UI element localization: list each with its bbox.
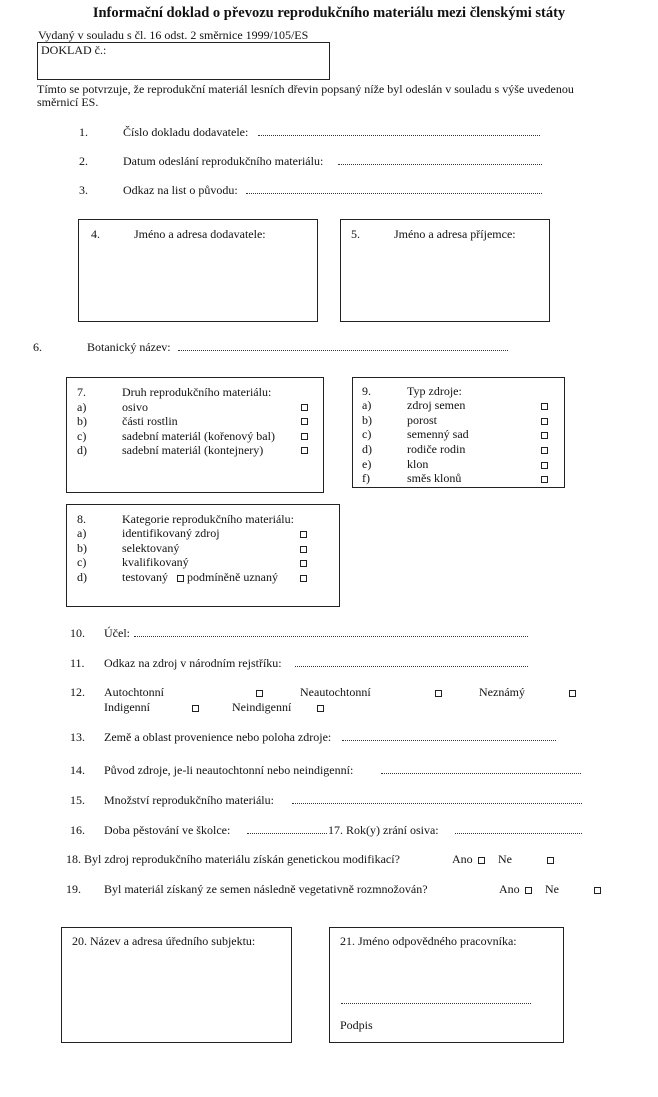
checkbox-clonal-mixture[interactable]: [541, 476, 548, 483]
box-8-item-key: a): [77, 526, 87, 540]
field-13-label: Země a oblast provenience nebo poloha zdroje:: [104, 730, 332, 744]
field-20-label: 20. Název a adresa úředního subjektu:: [72, 934, 256, 948]
box-9-item-label: klon: [407, 457, 429, 471]
field-1-input[interactable]: [258, 135, 540, 136]
source-type-box: [352, 377, 565, 488]
checkbox-unknown[interactable]: [569, 690, 576, 697]
field-16-input[interactable]: [247, 833, 327, 834]
box-7-item-key: a): [77, 400, 87, 414]
box-9-item-key: d): [362, 442, 372, 456]
checkbox-indigenous[interactable]: [192, 705, 199, 712]
box-9-item-key: a): [362, 398, 372, 412]
box-9-item-label: zdroj semen: [407, 398, 466, 412]
field-14-label: Původ zdroje, je-li neautochtonní nebo neindigenní:: [104, 763, 354, 777]
field-2-number: 2.: [79, 154, 88, 168]
box-9-item-key: e): [362, 457, 372, 471]
signature-label: Podpis: [340, 1018, 373, 1032]
option-label: Indigenní: [104, 700, 150, 714]
field-18-no-label: Ne: [498, 852, 512, 866]
field-1-number: 1.: [79, 125, 88, 139]
field-18-label: 18. Byl zdroj reprodukčního materiálu získán genetickou modifikací?: [66, 852, 400, 866]
field-10-label: Účel:: [104, 626, 130, 640]
checkbox-root-ball[interactable]: [301, 433, 308, 440]
option-label: Neautochtonní: [300, 685, 371, 699]
checkbox-clone[interactable]: [541, 462, 548, 469]
field-11-label: Odkaz na zdroj v národním rejstříku:: [104, 656, 282, 670]
responsible-person-box: [329, 927, 564, 1043]
field-14-number: 14.: [70, 763, 85, 777]
field-21-label: 21. Jméno odpovědného pracovníka:: [340, 934, 517, 948]
field-17-label: 17. Rok(y) zrání osiva:: [328, 823, 439, 837]
field-3-label: Odkaz na list o původu:: [123, 183, 238, 197]
box-8-item-label: testovaný: [122, 570, 168, 584]
field-6-input[interactable]: [178, 350, 508, 351]
material-category-box: [66, 504, 340, 607]
field-1-label: Číslo dokladu dodavatele:: [123, 125, 249, 139]
field-3-input[interactable]: [246, 193, 542, 194]
field-3-number: 3.: [79, 183, 88, 197]
confirm-text-line1: Tímto se potvrzuje, že reprodukční materiál lesních dřevin popsaný níže byl odeslán v souladu s výše uvedenou: [37, 82, 574, 96]
field-4-label: Jméno a adresa dodavatele:: [134, 227, 266, 241]
box-9-item-label: porost: [407, 413, 437, 427]
checkbox-selected[interactable]: [300, 546, 307, 553]
official-body-box[interactable]: [61, 927, 292, 1043]
option-label: Neznámý: [479, 685, 525, 699]
checkbox-seed[interactable]: [301, 404, 308, 411]
box-8-item-key: b): [77, 541, 87, 555]
field-5-number: 5.: [351, 227, 360, 241]
checkbox-conditionally-approved[interactable]: [300, 575, 307, 582]
field-16-label: Doba pěstování ve školce:: [104, 823, 231, 837]
field-6-number: 6.: [33, 340, 42, 354]
checkbox-stand[interactable]: [541, 418, 548, 425]
field-10-number: 10.: [70, 626, 85, 640]
box-8-title: Kategorie reprodukčního materiálu:: [122, 512, 294, 526]
field-2-input[interactable]: [338, 164, 542, 165]
box-8-item-label: kvalifikovaný: [122, 555, 189, 569]
box-9-title: Typ zdroje:: [407, 384, 462, 398]
box-9-item-key: c): [362, 427, 372, 441]
box-9-item-key: f): [362, 471, 370, 485]
box-7-item-label: části rostlin: [122, 414, 178, 428]
box-9-item-key: b): [362, 413, 372, 427]
confirm-text-line2: směrnicí ES.: [37, 95, 99, 109]
field-14-input[interactable]: [381, 773, 581, 774]
box-8-item-label: selektovaný: [122, 541, 180, 555]
box-8-item-key: d): [77, 570, 87, 584]
box-7-item-label: sadební materiál (kořenový bal): [122, 429, 275, 443]
field-15-input[interactable]: [292, 803, 582, 804]
field-13-number: 13.: [70, 730, 85, 744]
field-19-number: 19.: [66, 882, 81, 896]
box-8-item-key: c): [77, 555, 87, 569]
field-18-yes-label: Ano: [452, 852, 473, 866]
issued-under-text: Vydaný v souladu s čl. 16 odst. 2 směrnice 1999/105/ES: [38, 28, 309, 42]
field-2-label: Datum odeslání reprodukčního materiálu:: [123, 154, 324, 168]
checkbox-seed-source[interactable]: [541, 403, 548, 410]
material-type-box: [66, 377, 324, 493]
checkbox-non-indigenous[interactable]: [317, 705, 324, 712]
doc-number-label: DOKLAD č.:: [41, 43, 107, 57]
field-15-number: 15.: [70, 793, 85, 807]
checkbox-plant-parts[interactable]: [301, 418, 308, 425]
box-9-item-label: semenný sad: [407, 427, 469, 441]
option-label: Autochtonní: [104, 685, 164, 699]
checkbox-qualified[interactable]: [300, 560, 307, 567]
field-10-input[interactable]: [134, 636, 528, 637]
box-7-item-key: d): [77, 443, 87, 457]
field-19-yes-label: Ano: [499, 882, 520, 896]
field-17-input[interactable]: [455, 833, 582, 834]
field-15-label: Množství reprodukčního materiálu:: [104, 793, 274, 807]
checkbox-gm-no[interactable]: [547, 857, 554, 864]
field-19-label: Byl materiál získaný ze semen následně vegetativně rozmnožován?: [104, 882, 428, 896]
field-19-no-label: Ne: [545, 882, 559, 896]
box-9-item-label: rodiče rodin: [407, 442, 466, 456]
checkbox-containers[interactable]: [301, 447, 308, 454]
box-8-number: 8.: [77, 512, 86, 526]
box-7-number: 7.: [77, 385, 86, 399]
field-11-input[interactable]: [295, 666, 528, 667]
checkbox-family-parents[interactable]: [541, 447, 548, 454]
field-5-label: Jméno a adresa příjemce:: [394, 227, 516, 241]
checkbox-vegetative-yes[interactable]: [525, 887, 532, 894]
box-7-item-label: osivo: [122, 400, 149, 414]
checkbox-vegetative-no[interactable]: [594, 887, 601, 894]
box-9-number: 9.: [362, 384, 371, 398]
page-title: Informační doklad o převozu reprodukčního materiálu mezi členskými státy: [92, 5, 566, 21]
field-6-label: Botanický název:: [87, 340, 171, 354]
checkbox-autochthonous[interactable]: [256, 690, 263, 697]
checkbox-seed-orchard[interactable]: [541, 432, 548, 439]
checkbox-gm-yes[interactable]: [478, 857, 485, 864]
field-4-number: 4.: [91, 227, 100, 241]
field-13-input[interactable]: [342, 740, 556, 741]
checkbox-identified-source[interactable]: [300, 531, 307, 538]
recipient-box[interactable]: [340, 219, 550, 322]
box-7-title: Druh reprodukčního materiálu:: [122, 385, 272, 399]
option-label: Neindigenní: [232, 700, 292, 714]
box-7-item-key: b): [77, 414, 87, 428]
box-7-item-key: c): [77, 429, 87, 443]
box-8-item-extra-label: podmíněně uznaný: [187, 570, 278, 584]
supplier-box[interactable]: [78, 219, 318, 322]
signature-line[interactable]: [341, 1003, 531, 1004]
box-9-item-label: směs klonů: [407, 471, 462, 485]
checkbox-non-autochthonous[interactable]: [435, 690, 442, 697]
checkbox-tested[interactable]: [177, 575, 184, 582]
box-8-item-label: identifikovaný zdroj: [122, 526, 220, 540]
doc-number-box[interactable]: [37, 42, 330, 80]
field-12-number: 12.: [70, 685, 85, 699]
field-16-number: 16.: [70, 823, 85, 837]
box-7-item-label: sadební materiál (kontejnery): [122, 443, 264, 457]
field-11-number: 11.: [70, 656, 85, 670]
